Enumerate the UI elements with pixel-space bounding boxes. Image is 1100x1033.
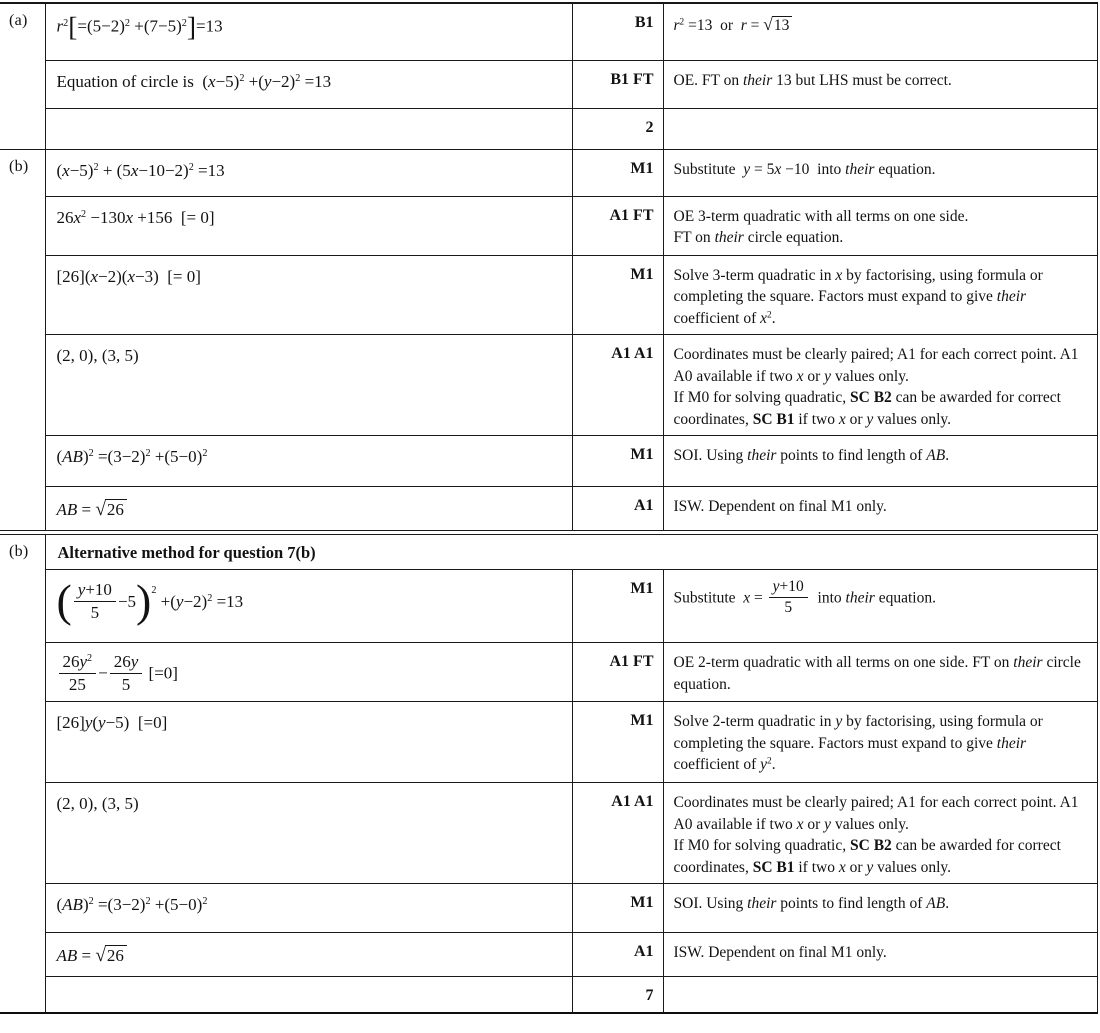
- comment-cell: Solve 3-term quadratic in x by factorising, using formula or completing the square. Factors must expand to give their coefficient of $x^2$.: [663, 255, 1097, 335]
- mark-scheme-table-alternative: [0, 534, 1098, 1014]
- working-cell: (2, 0), (3, 5): [45, 783, 572, 884]
- mark-scheme-row: [0, 255, 1097, 335]
- fraction: $\frac{26y}{5}$: [110, 652, 143, 695]
- math-variable: r: [740, 17, 747, 34]
- comment-cell: OE 3-term quadratic with all terms on one side. FT on their circle equation.: [663, 196, 1097, 255]
- math-variable: their: [845, 160, 875, 178]
- superscript: 2: [767, 756, 772, 767]
- mark-cell: M1: [572, 436, 663, 487]
- math-variable: y: [835, 713, 843, 731]
- superscript: 2: [188, 161, 194, 173]
- math-variable: x: [774, 160, 782, 178]
- working-cell: ( $\frac{y+10}{5}$ $-5)^2 +(y-2)^2 =13$: [45, 570, 572, 643]
- square-root: √26: [95, 500, 126, 519]
- part-label: (b): [0, 149, 45, 531]
- fraction: $\frac{26y^2}{25}$: [59, 652, 97, 695]
- superscript: 2: [88, 896, 94, 908]
- superscript: 2: [93, 161, 99, 173]
- mark-scheme-row: [0, 196, 1097, 255]
- math-variable: their: [747, 447, 777, 465]
- working-cell: $(AB)^2 =(3-2)^2 +(5-0)^2$: [45, 436, 572, 487]
- comment-cell: Solve 2-term quadratic in y by factorising, using formula or completing the square. Factors must expand to give their coefficient of $y^2$.: [663, 702, 1097, 783]
- working-cell: $(x-5)^2 + (5x-10-2)^2 =13$: [45, 149, 572, 196]
- mark-scheme-row: [0, 570, 1097, 643]
- math-variable: AB: [926, 447, 946, 465]
- mark-cell: 7: [572, 977, 663, 1013]
- mark-scheme-row: [0, 702, 1097, 783]
- working-cell: [45, 977, 572, 1013]
- math-variable: y: [130, 651, 139, 671]
- alt-method-header-row: [0, 535, 1097, 570]
- mark-cell: M1: [572, 149, 663, 196]
- fraction: $\frac{y+10}{5}$: [769, 578, 808, 618]
- working-cell: $(AB)^2 =(3-2)^2 +(5-0)^2$: [45, 884, 572, 933]
- alt-method-header-cell: Alternative method for question 7(b): [45, 535, 1097, 570]
- mark-cell: M1: [572, 702, 663, 783]
- mark-cell: A1: [572, 487, 663, 531]
- superscript: 2: [202, 896, 208, 908]
- comment-cell: Substitute y = 5x −10 into their equation.: [663, 149, 1097, 196]
- math-variable: y: [79, 651, 88, 671]
- superscript: 2: [181, 17, 187, 29]
- comment-cell: ISW. Dependent on final M1 only.: [663, 487, 1097, 531]
- mark-cell: B1 FT: [572, 60, 663, 108]
- math-variable: AB: [62, 895, 83, 915]
- mark-scheme-row: [0, 884, 1097, 933]
- working-cell: [26](x−2)(x−3) [= 0]: [45, 255, 572, 335]
- superscript: 2: [239, 72, 245, 84]
- comment-cell: [663, 977, 1097, 1013]
- superscript: 2: [87, 652, 93, 664]
- superscript: 2: [124, 17, 130, 29]
- working-cell: [45, 108, 572, 149]
- math-variable: y: [824, 815, 832, 833]
- mark-cell: A1 A1: [572, 783, 663, 884]
- math-variable: their: [747, 895, 777, 913]
- mark-scheme-row: [0, 60, 1097, 108]
- mark-scheme-row: [0, 933, 1097, 977]
- mark-cell: A1: [572, 933, 663, 977]
- math-variable: y: [175, 592, 184, 612]
- math-variable: x: [73, 207, 82, 227]
- math-variable: x: [838, 410, 846, 428]
- comment-cell: ISW. Dependent on final M1 only.: [663, 933, 1097, 977]
- superscript: 2: [63, 17, 69, 29]
- math-variable: y: [866, 410, 874, 428]
- superscript: 2: [151, 585, 157, 597]
- math-variable: r: [673, 17, 680, 34]
- math-variable: their: [714, 229, 744, 247]
- working-cell: Equation of circle is $(x-5)^2 +(y-2)^2 =13$: [45, 60, 572, 108]
- superscript: 2: [207, 593, 213, 605]
- math-variable: x: [796, 815, 804, 833]
- comment-cell: OE 2-term quadratic with all terms on one side. FT on their circle equation.: [663, 643, 1097, 702]
- math-variable: AB: [62, 447, 83, 467]
- square-root: √26: [95, 946, 126, 965]
- square-root: √13: [763, 17, 792, 34]
- mark-cell: A1 A1: [572, 335, 663, 436]
- math-variable: x: [127, 266, 135, 286]
- math-variable: x: [838, 858, 846, 876]
- mark-cell: A1 FT: [572, 196, 663, 255]
- mark-cell: M1: [572, 255, 663, 335]
- comment-cell: [663, 108, 1097, 149]
- working-cell: AB = √26: [45, 933, 572, 977]
- mark-cell: 2: [572, 108, 663, 149]
- math-variable: their: [996, 288, 1027, 306]
- mark-scheme-row: [0, 643, 1097, 702]
- math-variable: y: [824, 367, 832, 385]
- math-variable: r: [56, 16, 64, 36]
- superscript: 2: [679, 17, 685, 28]
- superscript: 2: [81, 208, 87, 220]
- working-cell: AB = √26: [45, 487, 572, 531]
- mark-scheme-row: [0, 783, 1097, 884]
- math-variable: x: [208, 71, 216, 91]
- bold-text: SC B1: [752, 858, 795, 876]
- math-variable: their: [845, 589, 875, 607]
- math-variable: AB: [926, 895, 946, 913]
- math-variable: their: [1013, 654, 1043, 672]
- comment-cell: OE. FT on their 13 but LHS must be correct.: [663, 60, 1097, 108]
- math-variable: their: [742, 71, 773, 89]
- superscript: 2: [202, 448, 208, 460]
- working-cell: $r^2[=(5-2)^2 +(7-5)^2]=13$: [45, 3, 572, 60]
- mark-cell: A1 FT: [572, 643, 663, 702]
- superscript: 2: [767, 310, 772, 321]
- comment-cell: Coordinates must be clearly paired; A1 for each correct point. A1 A0 available if two x or y values only. If M0 for solving quadratic, SC B2 can be awarded for correct coordinates, SC B1 if two x or y values only.: [663, 335, 1097, 436]
- big-delimiter: (: [56, 574, 72, 626]
- mark-scheme-row: [0, 3, 1097, 60]
- big-delimiter: ): [136, 574, 152, 626]
- mark-scheme-row: [0, 487, 1097, 531]
- math-variable: x: [760, 309, 768, 327]
- part-label: (a): [0, 3, 45, 149]
- superscript: 2: [88, 448, 94, 460]
- mark-cell: B1: [572, 3, 663, 60]
- math-variable: their: [996, 734, 1027, 752]
- math-variable: x: [796, 367, 804, 385]
- mark-scheme-row: [0, 436, 1097, 487]
- superscript: 2: [295, 72, 301, 84]
- math-variable: y: [743, 160, 751, 178]
- working-cell: [26]y(y−5) [=0]: [45, 702, 572, 783]
- big-delimiter: ]: [186, 10, 196, 42]
- math-variable: AB: [56, 500, 78, 520]
- math-variable: x: [125, 207, 134, 227]
- working-cell: (2, 0), (3, 5): [45, 335, 572, 436]
- math-variable: y: [866, 858, 874, 876]
- working-cell: $26x^2 -130x +156$ [= 0]: [45, 196, 572, 255]
- mark-cell: M1: [572, 570, 663, 643]
- mark-cell: M1: [572, 884, 663, 933]
- bold-text: SC B2: [850, 837, 892, 855]
- comment-cell: $r^2 =13$ or r = √13: [663, 3, 1097, 60]
- comment-cell: SOI. Using their points to find length of AB.: [663, 884, 1097, 933]
- bold-text: SC B1: [752, 410, 795, 428]
- superscript: 2: [145, 448, 151, 460]
- math-variable: x: [130, 160, 139, 180]
- part-label: (b): [0, 535, 45, 1013]
- working-cell: $\frac{26y^2}{25}$ − $\frac{26y}{5}$ [=0]: [45, 643, 572, 702]
- superscript: 2: [145, 896, 151, 908]
- mark-scheme-row: [0, 977, 1097, 1013]
- math-variable: y: [760, 756, 768, 774]
- mark-scheme-row: [0, 149, 1097, 196]
- math-variable: y: [77, 580, 86, 600]
- fraction: $\frac{y+10}{5}$: [74, 580, 116, 623]
- mark-scheme-row: [0, 335, 1097, 436]
- math-variable: x: [835, 266, 843, 284]
- math-variable: y: [84, 713, 93, 733]
- math-variable: x: [743, 589, 751, 607]
- math-variable: y: [772, 577, 780, 595]
- math-variable: x: [62, 160, 70, 180]
- big-delimiter: [: [68, 10, 78, 42]
- math-variable: AB: [56, 946, 78, 966]
- bold-text: SC B2: [850, 389, 892, 407]
- math-variable: x: [90, 266, 99, 286]
- math-variable: y: [263, 71, 272, 91]
- mark-scheme-table-main: [0, 2, 1098, 531]
- comment-cell: Coordinates must be clearly paired; A1 for each correct point. A1 A0 available if two x or y values only. If M0 for solving quadratic, SC B2 can be awarded for correct coordinates, SC B1 if two x or y values only.: [663, 783, 1097, 884]
- math-variable: y: [98, 713, 106, 733]
- comment-cell: SOI. Using their points to find length of AB.: [663, 436, 1097, 487]
- mark-scheme-row: [0, 108, 1097, 149]
- comment-cell: Substitute x = $\frac{y+10}{5}$ into their equation.: [663, 570, 1097, 643]
